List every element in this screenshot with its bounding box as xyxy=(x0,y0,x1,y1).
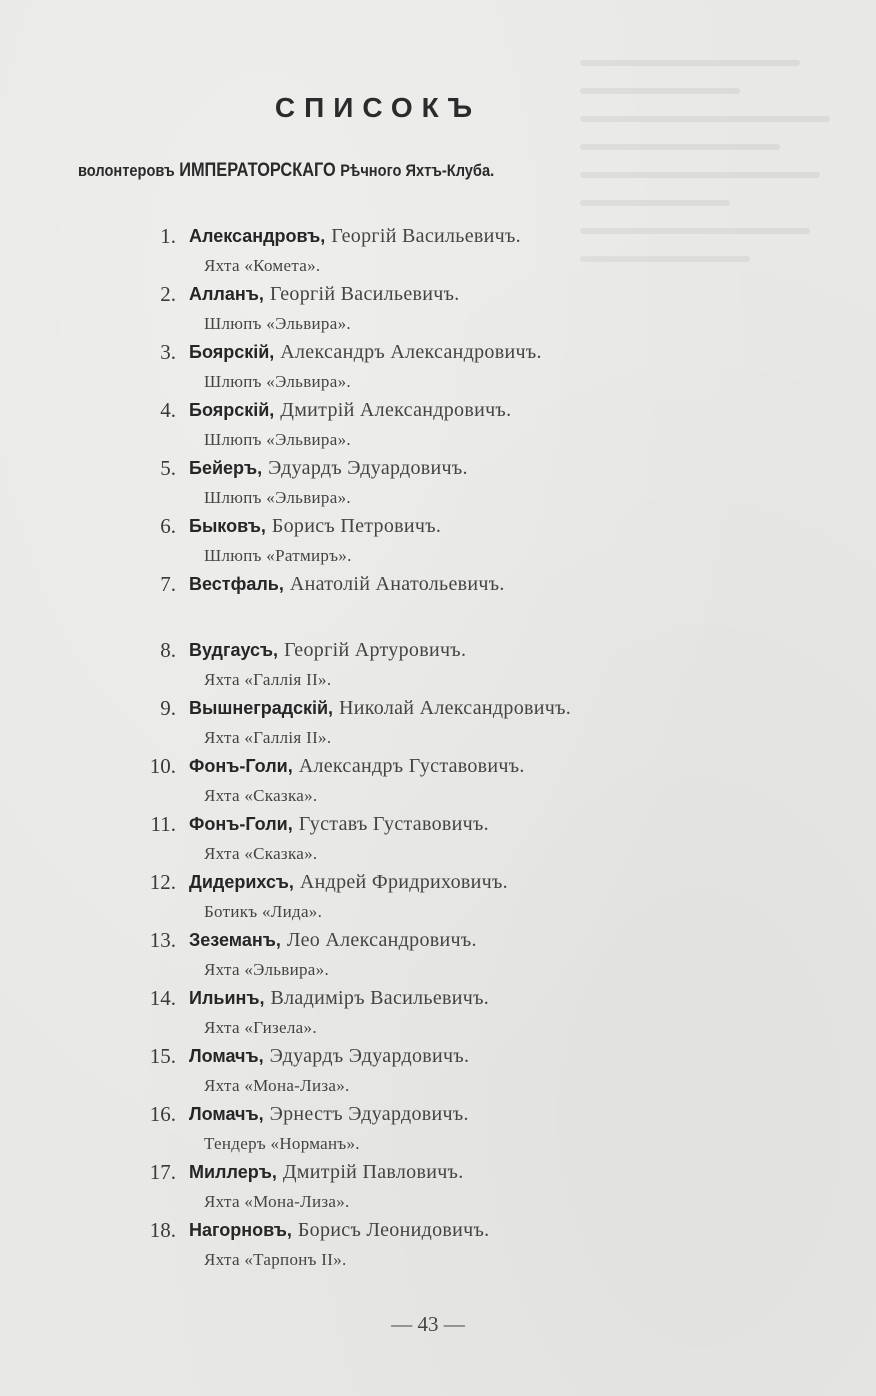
list-entry xyxy=(0,868,876,926)
entry-vessel: Шлюпъ «Эльвира». xyxy=(204,430,351,449)
entry-surname: Александровъ, Георгій Васильевичъ. xyxy=(189,225,521,247)
entry-vessel: Ботикъ «Лида». xyxy=(204,902,323,921)
page-title: СПИСОКЪ xyxy=(274,92,482,123)
entry-number: 7. xyxy=(160,572,176,596)
entry-given-name: Борисъ Петровичъ. xyxy=(271,515,442,537)
entry-given-name: Дмитрій Александровичъ. xyxy=(280,399,512,421)
entry-number: 6. xyxy=(160,514,176,538)
list-entry xyxy=(0,636,876,694)
entry-vessel: Яхта «Галлія II». xyxy=(204,670,332,689)
entry-surname: Фонъ-Голи, Густавъ Густавовичъ. xyxy=(189,813,489,835)
entry-surname: Алланъ, Георгій Васильевичъ. xyxy=(189,283,460,305)
list-entry xyxy=(0,1042,876,1100)
list-entry xyxy=(0,454,876,512)
entry-surname: Быковъ, Борисъ Петровичъ. xyxy=(189,515,442,537)
entry-given-name: Эдуардъ Эдуардовичъ. xyxy=(268,457,468,479)
entry-given-name: Александръ Густавовичъ. xyxy=(298,755,525,777)
entry-given-name: Анатолій Анатольевичъ. xyxy=(289,573,505,595)
entry-vessel: Шлюпъ «Ратмиръ». xyxy=(204,546,352,565)
entry-vessel: Яхта «Мона-Лиза». xyxy=(204,1192,350,1211)
list-entry xyxy=(0,512,876,570)
entry-surname: Вестфаль, Анатолій Анатольевичъ. xyxy=(189,573,505,595)
entry-vessel: Яхта «Гизела». xyxy=(204,1018,317,1037)
entry-surname: Ломачъ, Эдуардъ Эдуардовичъ. xyxy=(189,1045,470,1067)
entry-surname: Миллеръ, Дмитрій Павловичъ. xyxy=(189,1161,464,1183)
entry-vessel: Яхта «Эльвира». xyxy=(204,960,330,979)
entry-number: 3. xyxy=(160,340,176,364)
entry-surname: Фонъ-Голи, Александръ Густавовичъ. xyxy=(189,755,525,777)
entry-vessel: Шлюпъ «Эльвира». xyxy=(204,314,351,333)
list-entry xyxy=(0,396,876,454)
entry-number: 12. xyxy=(149,870,176,894)
entry-number: 16. xyxy=(149,1102,176,1126)
entry-surname: Ломачъ, Эрнестъ Эдуардовичъ. xyxy=(189,1103,469,1125)
entry-given-name: Николай Александровичъ. xyxy=(339,697,572,719)
list-entry xyxy=(0,752,876,810)
subtitle-suffix: Рѣчного Яхтъ-Клуба. xyxy=(340,161,495,180)
entry-given-name: Дмитрій Павловичъ. xyxy=(282,1161,464,1183)
entry-given-name: Лео Александровичъ. xyxy=(286,929,477,951)
list-entry xyxy=(0,810,876,868)
entry-given-name: Георгій Васильевичъ. xyxy=(331,225,521,247)
entry-number: 5. xyxy=(160,456,176,480)
list-entry xyxy=(0,222,876,280)
entry-number: 1. xyxy=(160,224,176,248)
entry-surname: Дидерихсъ, Андрей Фридриховичъ. xyxy=(189,871,508,893)
list-entry xyxy=(0,1158,876,1216)
list-entry xyxy=(0,1216,876,1274)
entry-given-name: Андрей Фридриховичъ. xyxy=(299,871,508,893)
entry-given-name: Борисъ Леонидовичъ. xyxy=(297,1219,490,1241)
list-entry xyxy=(0,694,876,752)
entry-vessel: Шлюпъ «Эльвира». xyxy=(204,372,351,391)
list-entry xyxy=(0,926,876,984)
entry-given-name: Эдуардъ Эдуардовичъ. xyxy=(269,1045,470,1067)
entry-number: 9. xyxy=(160,696,176,720)
entry-number: 17. xyxy=(149,1160,176,1184)
entry-vessel: Яхта «Мона-Лиза». xyxy=(204,1076,350,1095)
entry-surname: Боярскій, Дмитрій Александровичъ. xyxy=(189,399,512,421)
subtitle-prefix: волонтеровъ xyxy=(78,161,175,180)
entry-vessel: Яхта «Сказка». xyxy=(204,786,318,805)
volunteer-list xyxy=(0,222,876,1274)
list-entry xyxy=(0,280,876,338)
entry-number: 14. xyxy=(149,986,176,1010)
entry-number: 2. xyxy=(160,282,176,306)
entry-given-name: Эрнестъ Эдуардовичъ. xyxy=(269,1103,469,1125)
entry-surname: Нагорновъ, Борисъ Леонидовичъ. xyxy=(189,1219,490,1241)
entry-given-name: Густавъ Густавовичъ. xyxy=(298,813,489,835)
entry-surname: Зеземанъ, Лео Александровичъ. xyxy=(189,929,477,951)
subtitle-main: ИМПЕРАТОРСКАГО xyxy=(179,160,336,181)
entry-number: 11. xyxy=(150,812,176,836)
entry-number: 13. xyxy=(149,928,176,952)
entry-number: 18. xyxy=(149,1218,176,1242)
entry-vessel: Шлюпъ «Эльвира». xyxy=(204,488,351,507)
entry-given-name: Георгій Артуровичъ. xyxy=(283,639,467,661)
list-entry xyxy=(0,984,876,1042)
entry-number: 10. xyxy=(149,754,176,778)
entry-number: 4. xyxy=(160,398,176,422)
entry-vessel: Яхта «Галлія II». xyxy=(204,728,332,747)
list-entry xyxy=(0,338,876,396)
entry-surname: Ильинъ, Владиміръ Васильевичъ. xyxy=(189,987,490,1009)
entry-vessel: Яхта «Тарпонъ II». xyxy=(204,1250,347,1269)
entry-blank-vessel xyxy=(0,599,876,628)
entry-surname: Боярскій, Александръ Александровичъ. xyxy=(189,341,542,363)
entry-given-name: Георгій Васильевичъ. xyxy=(269,283,460,305)
entry-surname: Вудгаусъ, Георгій Артуровичъ. xyxy=(189,639,467,661)
entry-surname: Вышнеградскій, Николай Александровичъ. xyxy=(189,697,572,719)
entry-number: 8. xyxy=(160,638,176,662)
entry-vessel: Тендеръ «Норманъ». xyxy=(204,1134,360,1153)
entry-surname: Бейеръ, Эдуардъ Эдуардовичъ. xyxy=(189,457,468,479)
entry-vessel: Яхта «Сказка». xyxy=(204,844,318,863)
page-number: — 43 — xyxy=(391,1312,465,1336)
entry-vessel: Яхта «Комета». xyxy=(204,256,321,275)
page-subtitle xyxy=(78,160,494,182)
list-entry xyxy=(0,570,876,636)
entry-given-name: Владиміръ Васильевичъ. xyxy=(270,987,490,1009)
entry-given-name: Александръ Александровичъ. xyxy=(280,341,542,363)
list-entry xyxy=(0,1100,876,1158)
entry-number: 15. xyxy=(149,1044,176,1068)
